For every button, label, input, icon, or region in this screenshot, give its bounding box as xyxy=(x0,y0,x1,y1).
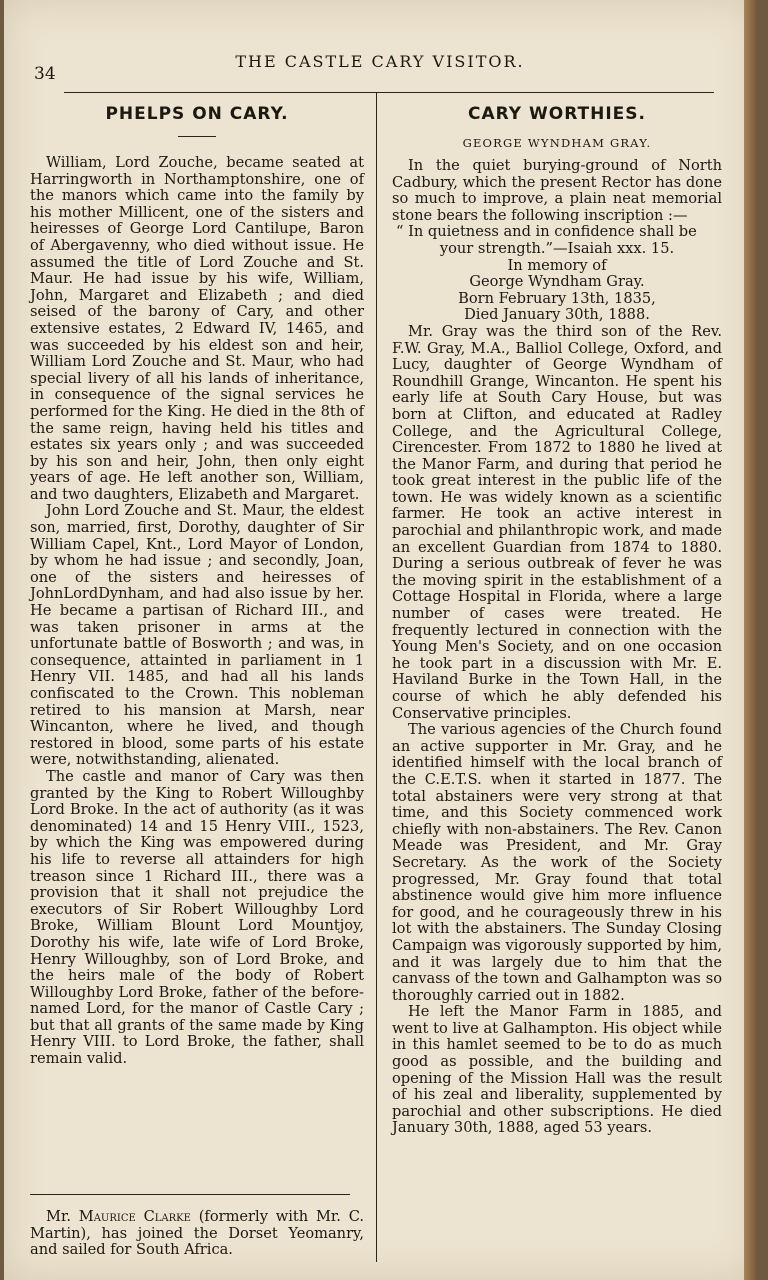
article-heading: CARY WORTHIES. xyxy=(467,104,646,124)
header-rule xyxy=(64,92,714,93)
intro-paragraph: In the quiet burying-ground of North Cadbury, which the present Rector has done so much to improve, a plain neat memorial stone bears the following inscription :— xyxy=(392,157,722,224)
heading-rule xyxy=(178,136,216,137)
note-paragraph xyxy=(30,1209,364,1259)
page-number: 34 xyxy=(34,64,56,84)
page-header xyxy=(4,48,756,84)
paragraph: William, Lord Zouche, became seated at Harringworth in Northamptonshire, one of the manors which came into the family by his mother Millicent, one of the sisters and heiresses of George Lord Cantilupe, Baron of Abergavenny, who died without issue. He assumed the title of Lord Zouche and St. Maur. He had issue by his wife, William, John, Margaret and Elizabeth ; and died seised of the barony of Cary, and other extensive estates, 2 Edward IV, 1465, and was succeeded by his eldest son and heir, William Lord Zouche and St. Maur, who had special livery of all his lands of inheritance, in consequence of the signal services he performed for the King. He died in the 8th of the same reign, having held his titles and estates six years only ; and was succeeded by his son and heir, John, then only eight years of age. He left another son, William, and two daughters, Elizabeth and Margaret. xyxy=(30,154,364,503)
note-prefix: Mr. xyxy=(46,1208,79,1225)
page-edge xyxy=(744,0,756,1280)
article-body xyxy=(392,158,722,1137)
scripture-quote-cont: your strength.”—Isaiah xxx. 15. xyxy=(439,239,675,257)
news-note xyxy=(30,1194,364,1259)
scripture-quote: “ In quietness and in confidence shall be xyxy=(396,223,697,241)
column-divider xyxy=(376,92,377,1262)
memorial-line: George Wyndham Gray. xyxy=(469,273,645,291)
note-body xyxy=(30,1209,364,1259)
right-column xyxy=(392,98,722,1137)
running-title: THE CASTLE CARY VISITOR. xyxy=(235,52,525,71)
memorial-line: Died January 30th, 1888. xyxy=(464,306,650,324)
article-subheading: GEORGE WYNDHAM GRAY. xyxy=(462,136,652,150)
page xyxy=(4,0,756,1280)
paragraph: He left the Manor Farm in 1885, and went to live at Galhampton. His object while in this hamlet seemed to be to do as much good as possible, and the building and opening of the Mission Hall was the result of his zeal and liberality, supplemented by parochial and other subscriptions. He died January 30th, 1888, aged 53 years. xyxy=(392,1003,722,1137)
note-name: Maurice Clarke xyxy=(78,1208,191,1225)
note-rule xyxy=(30,1194,350,1195)
article-body xyxy=(30,155,364,1068)
article-heading: PHELPS ON CARY. xyxy=(105,104,289,124)
left-column xyxy=(30,98,364,1068)
paragraph: The various agencies of the Church found an active supporter in Mr. Gray, and he identified himself with the local branch of the C.E.T.S. when it started in 1877. The total abstainers were very strong at that time, and this Society commenced work chiefly with non-abstainers. The Rev. Canon Meade was President, and Mr. Gray Secretary. As the work of the Society progressed, Mr. Gray found that total abstinence would give him more influence for good, and he courageously threw in his lot with the abstainers. The Sunday Closing Campaign was vigorously supported by him, and it was largely due to him that the canvass of the town and Galhampton was so thoroughly carried out in 1882. xyxy=(392,721,722,1004)
paragraph: Mr. Gray was the third son of the Rev. F.W. Gray, M.A., Balliol College, Oxford, and Lucy, daughter of George Wyndham of Roundhill Grange, Wincanton. He spent his early life at South Cary House, but was born at Clifton, and educated at Radley College, and the Agricultural College, Cirencester. From 1872 to 1880 he lived at the Manor Farm, and during that period he took great interest in the public life of the town. He was widely known as a scientific farmer. He took an active interest in parochial and philanthropic work, and made an excellent Guardian from 1874 to 1880. During a serious outbreak of fever he was the moving spirit in the establishment of a Cottage Hospital in Florida, where a large number of cases were treated. He frequently lectured in connection with the Young Men's Society, and on one occasion he took part in a discussion with Mr. E. Haviland Burke in the Town Hall, in the course of which he ably defended his Conservative principles. xyxy=(392,322,722,722)
memorial-line: Born February 13th, 1835, xyxy=(458,289,656,307)
note-text: (formerly with Mr. C. Martin), has joined the Dorset Yeomanry, and sailed for South Africa. xyxy=(30,1208,364,1259)
paragraph: John Lord Zouche and St. Maur, the eldest son, married, first, Dorothy, daughter of Sir William Capel, Knt., Lord Mayor of London, by whom he had issue ; and secondly, Joan, one of the sisters and heiresses of JohnLordDynham, and had also issue by her. He became a partisan of Richard III., and was taken prisoner in arms at the unfortunate battle of Bosworth ; and was, in consequence, attainted in parliament in 1 Henry VII. 1485, and had all his lands confiscated to the Crown. This nobleman retired to his mansion at Marsh, near Wincanton, where he lived, and though restored in blood, some parts of his estate were, notwithstanding, alienated. xyxy=(30,502,364,769)
paragraph: The castle and manor of Cary was then granted by the King to Robert Willoughby Lord Broke. In the act of authority (as it was denominated) 14 and 15 Henry VIII., 1523, by which the King was empowered during his life to reverse all attainders for high treason since 1 Richard III., there was a provision that it shall not prejudice the executors of Sir Robert Willoughby Lord Broke, William Blount Lord Mountjoy, Dorothy his wife, late wife of Lord Broke, Henry Willoughby, son of Lord Broke, and the heirs male of the body of Robert Willoughby Lord Broke, father of the before-named Lord, for the manor of Castle Cary ; but that all grants of the same made by King Henry VIII. to Lord Broke, the father, shall remain valid. xyxy=(30,767,364,1068)
memorial-line: In memory of xyxy=(507,256,607,274)
